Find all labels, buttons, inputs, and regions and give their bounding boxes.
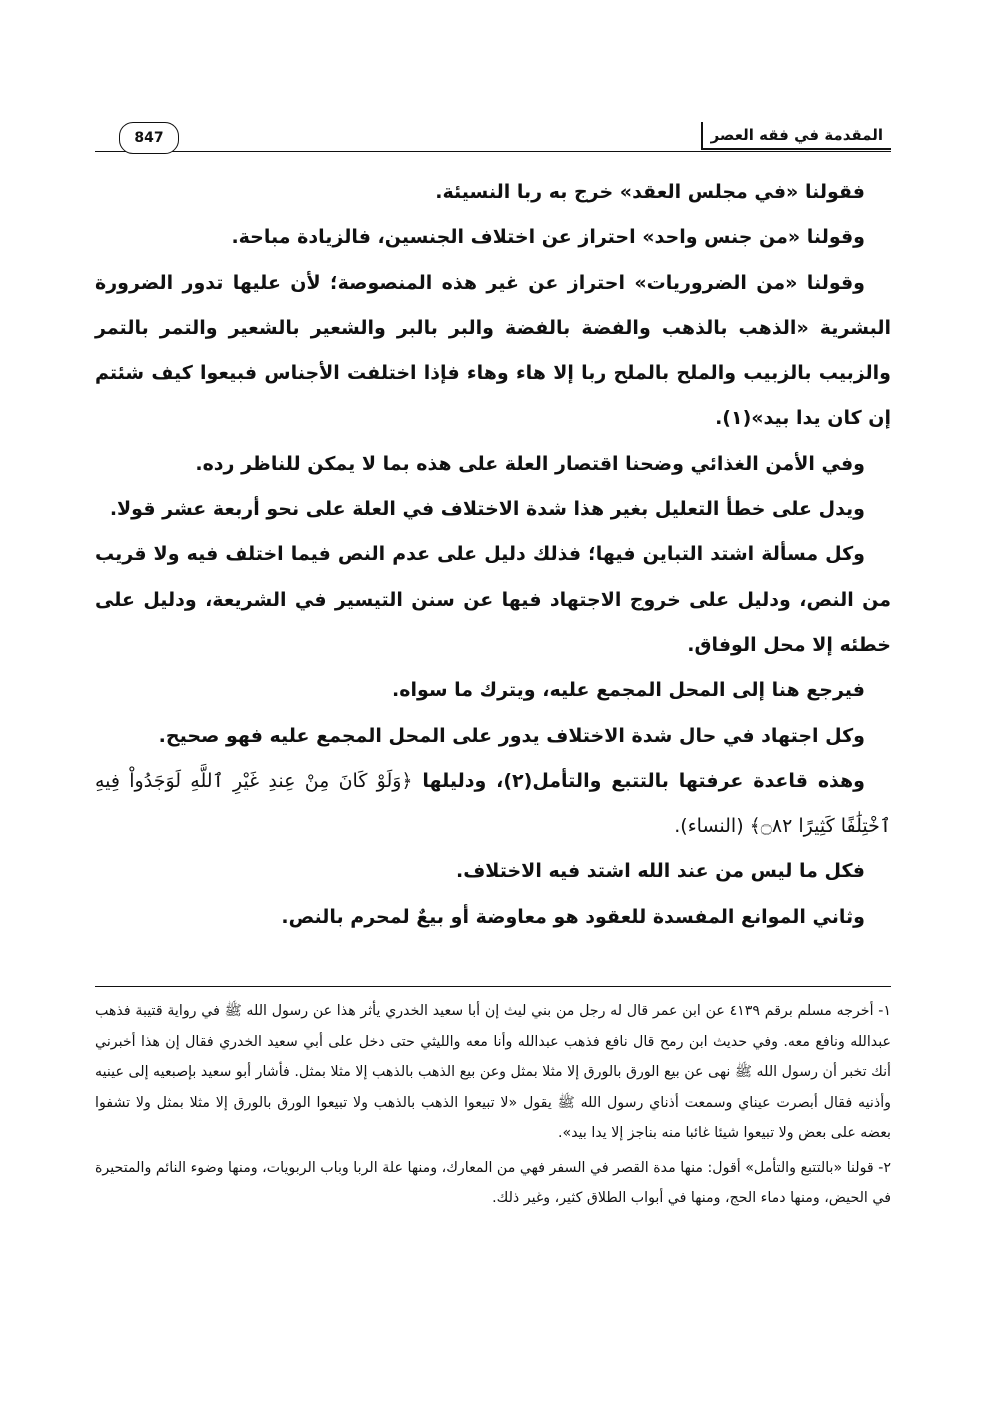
- paragraph-6: وكل مسألة اشتد التباين فيها؛ فذلك دليل على عدم النص فيما اختلف فيه ولا قريب من النص، ودليل على خروج الاجتهاد فيها عن سنن التيسير في الشريعة، ودليل على خطئه إلا محل الوفاق.: [95, 543, 891, 656]
- paragraph-4: وفي الأمن الغذائي وضحنا اقتصار العلة على هذه بما لا يمكن للناظر رده.: [195, 452, 865, 475]
- paragraph-11-rest: هو معاوضة أو بيعٌ لمحرم بالنص.: [281, 905, 586, 928]
- header-rule: [95, 151, 891, 152]
- footnote-1: ١- أخرجه مسلم برقم ٤١٣٩ عن ابن عمر قال له رجل من بني ليث إن أبا سعيد الخدري يأثر هذا عن رسول الله ﷺ في رواية قتيبة فذهب عبدالله ونافع معه. وفي حديث ابن رمح قال نافع فذهب عبدالله وأنا معه والليثي حتى دخل على أبي سعيد الخدري فقال إن هذا أخبرني أنك تخبر أن رسول الله ﷺ نهى عن بيع الورق بالورق إلا مثلا بمثل وعن بيع الذهب بالذهب إلا مثلا بمثل. فأشار أبو سعيد بإصبعيه إلى عينيه وأذنيه فقال أبصرت عيناي وسمعت أذناي رسول الله ﷺ يقول «لا تبيعوا الذهب بالذهب ولا تبيعوا الورق بالورق إلا مثلا بمثل ولا تشفوا بعضه على بعض ولا تبيعوا شيئا غائبا منه بناجز إلا يدا بيد».: [95, 1003, 891, 1141]
- footnote-rule: [95, 986, 891, 987]
- paragraph-8: وكل اجتهاد في حال شدة الاختلاف يدور على المحل المجمع عليه فهو صحيح.: [158, 724, 865, 747]
- paragraph-9: [95, 759, 891, 850]
- footnotes: [95, 996, 891, 1214]
- quran-reference: (النساء).: [674, 815, 750, 838]
- paragraph-7: فيرجع هنا إلى المحل المجمع عليه، ويترك ما سواه.: [392, 679, 865, 702]
- paragraph-11-heading: وثاني الموانع المفسدة للعقود: [585, 905, 865, 928]
- main-text: [95, 170, 891, 940]
- paragraph-5: ويدل على خطأ التعليل بغير هذا شدة الاختلاف في العلة على نحو أربعة عشر قولا.: [109, 498, 865, 521]
- paragraph-2: وقولنا «من جنس واحد» احتراز عن اختلاف الجنسين، فالزيادة مباحة.: [231, 226, 865, 249]
- paragraph-1: فقولنا «في مجلس العقد» خرج به ربا النسيئة.: [435, 181, 865, 203]
- paragraph-9-lead: وهذه قاعدة عرفتها بالتتبع والتأمل(٢)، ودليلها: [412, 769, 865, 792]
- footnote-2: ٢- قولنا «بالتتبع والتأمل» أقول: منها مدة القصر في السفر فهي من المعارك، ومنها علة الربا وباب الربويات، ومنها وضوء النائم والمتحيرة في الحيض، ومنها دماء الحج، ومنها في أبواب الطلاق كثير، وغير ذلك.: [95, 1159, 891, 1206]
- paragraph-11: [95, 895, 891, 940]
- quran-verse: ﴿وَلَوْ كَانَ مِنْ عِندِ غَيْرِ ٱللَّهِ لَوَجَدُواْ فِيهِ ٱخْتِلَٰفًا كَثِيرًا ۝٨٢﴾: [95, 769, 891, 838]
- paragraph-3: وقولنا «من الضروريات» احتراز عن غير هذه المنصوصة؛ لأن عليها تدور الضرورة البشرية «الذهب بالذهب والفضة بالفضة والبر بالبر والشعير بالشعير والتمر بالتمر والزبيب بالزبيب والملح بالملح ربا إلا هاء وهاء فإذا اختلفت الأجناس فبيعوا كيف شئتم إن كان يدا بيد»(١).: [95, 271, 891, 430]
- running-title: المقدمة في فقه العصر: [701, 122, 891, 150]
- paragraph-10: فكل ما ليس من عند الله اشتد فيه الاختلاف.: [456, 860, 865, 883]
- page-number: 847: [119, 122, 179, 154]
- page-header: [95, 118, 891, 158]
